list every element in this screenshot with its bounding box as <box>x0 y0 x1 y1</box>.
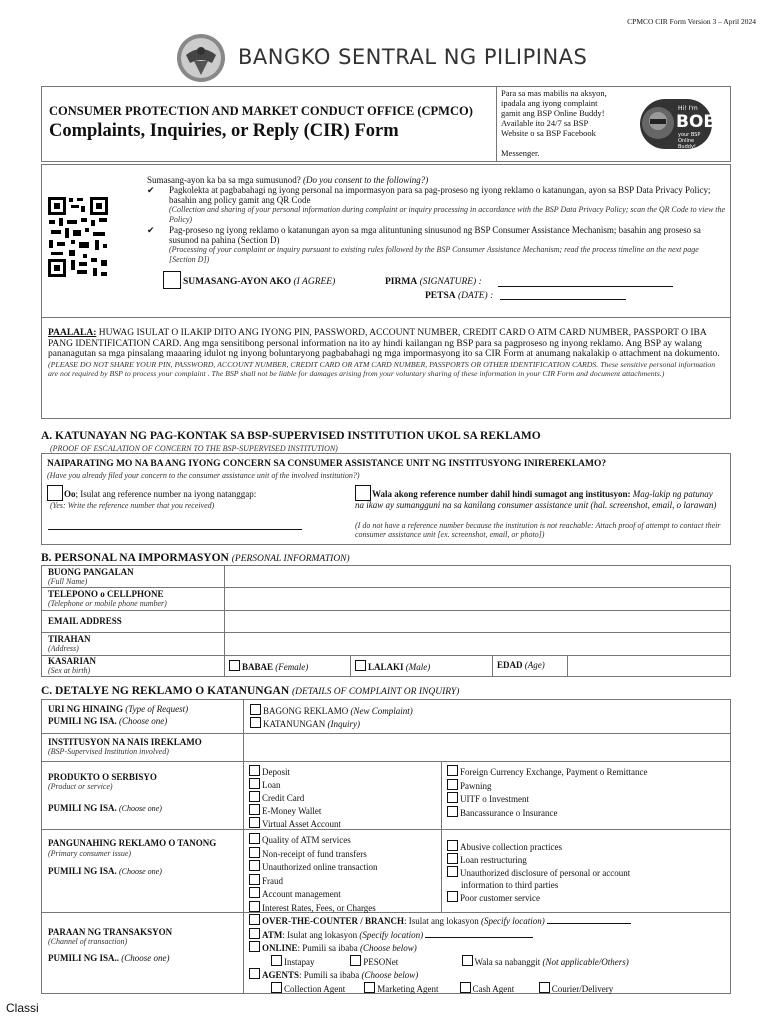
online-checkbox[interactable] <box>249 941 260 952</box>
section-b-title: B. PERSONAL NA IMPORMASYON (PERSONAL INFORMATION) <box>41 552 350 564</box>
section-a-title: A. KATUNAYAN NG PAG-KONTAK SA BSP-SUPERVISED INSTITUTION UKOL SA REKLAMO <box>41 430 541 442</box>
reminder-text-en: (PLEASE DO NOT SHARE YOUR PIN, PASSWORD, ACCOUNT NUMBER, CREDIT CARD OR ATM CARD NUMBER, PASSPORTS OR OTHER IDENTIFICATION CARDS. These sensitive personal information are not required by BSP to process your complaint . The BSP shall not be liable for damages arising from your voluntary sharing of these information in your CIR Form and document attachments.) <box>48 359 716 378</box>
reference-number-field[interactable] <box>48 529 302 530</box>
office-name: CONSUMER PROTECTION AND MARKET CONDUCT OFFICE (CPMCO) <box>49 104 473 118</box>
unauthorized-online-checkbox[interactable] <box>249 860 260 871</box>
agents-checkbox[interactable] <box>249 968 260 979</box>
phone-field[interactable] <box>225 588 730 610</box>
bob-mascot-icon: Hi! I'm BOB your BSP Online Buddy! <box>640 95 712 153</box>
consent-box <box>41 164 731 318</box>
otc-location-field[interactable] <box>547 923 631 924</box>
agree-checkbox[interactable] <box>163 271 181 289</box>
classification-label: Classi <box>6 1001 39 1015</box>
female-checkbox[interactable] <box>229 660 240 671</box>
reminder-text: HUWAG ISULAT O ILAKIP DITO ANG IYONG PIN, PASSWORD, ACCOUNT NUMBER, CREDIT CARD O ATM CARD NUMBER, PASSPORT O IBA PANG IDENTIFICATION CARD. Ang mga sensitibong personal information na ito ay hindi kailangan ng BSP para sa pagproseso ng inyong reklamo. Ang BSP ay walang pananagutan sa mga pinsalang maaaring idulot ng inyong boluntaryong pagbabahagi ng mga impormasyong ito sa CIR Form at anumang nakalakip o attachment na dokumento. <box>48 328 720 359</box>
row-address: TIRAHAN (Address) <box>42 633 730 656</box>
row-request-type: URI NG HINAING (Type of Request) PUMILI NG ISA. (Choose one) BAGONG REKLAMO (New Complaint) KATANUNGAN (Inquiry) <box>42 700 730 734</box>
bsp-logo-text: BANGKO SENTRAL NG PILIPINAS <box>238 45 588 69</box>
row-email: EMAIL ADDRESS <box>42 611 730 633</box>
age-field[interactable] <box>568 656 730 676</box>
atm-quality-checkbox[interactable] <box>249 833 260 844</box>
header-box <box>41 86 731 162</box>
agree-label: SUMASANG-AYON AKO (I AGREE) <box>183 277 336 287</box>
inquiry-checkbox[interactable] <box>250 717 261 728</box>
bob-promo-text: Para sa mas mabilis na aksyon, ipadala ang iyong complaint gamit ang BSP Online Buddy! Available ito 24/7 sa BSP Website o sa BSP Facebook Messenger. <box>501 88 607 158</box>
section-a-subtitle: (PROOF OF ESCALATION OF CONCERN TO THE BSP-SUPERVISED INSTITUTION) <box>50 444 338 453</box>
poor-service-checkbox[interactable] <box>447 891 458 902</box>
reminder-box <box>41 318 731 419</box>
email-field[interactable] <box>225 611 730 632</box>
institution-field[interactable] <box>244 734 730 761</box>
privacy-qr-code[interactable] <box>47 196 109 278</box>
atm-location-field[interactable] <box>425 937 533 938</box>
date-field[interactable] <box>500 299 626 300</box>
courier-delivery-checkbox[interactable] <box>539 982 550 993</box>
consent-item-1: ✔ Pagkolekta at pagbabahagi ng iyong personal na impormasyon para sa pag-proseso ng iyong reklamo o katanungan, ayon sa BSP Data Privacy Policy; basahin ang policy gamit ang QR Code (Collection and sharing of your personal information during complaint or inquiry processing in accordance with the BSP Data Privacy Policy; scan the QR Code to view the Policy) <box>147 185 726 224</box>
bob-divider <box>496 87 497 161</box>
abusive-collection-checkbox[interactable] <box>447 840 458 851</box>
wala-label-en: (I do not have a reference number because the institution is not reachable: Attach proof of attempt to contact their consumer assistance unit [ex. screenshot, email, or photo]) <box>355 521 721 539</box>
date-label: PETSA (DATE) : <box>425 291 494 301</box>
marketing-agent-checkbox[interactable] <box>364 982 375 993</box>
row-full-name: BUONG PANGALAN (Full Name) <box>42 566 730 588</box>
form-title: Complaints, Inquiries, or Reply (CIR) Form <box>49 121 399 141</box>
otc-checkbox[interactable] <box>249 914 260 925</box>
cash-agent-checkbox[interactable] <box>460 982 471 993</box>
row-issue: PANGUNAHING REKLAMO O TANONG (Primary consumer issue) PUMILI NG ISA. (Choose one) Quality of ATM services Non-receipt of fund transfers Unauthorized online transaction Fraud Account management Interest Rates, Fees, or Charges Abusive collection practices Loan restructuring Unauthorized disclosure of personal or account information to third parties Poor customer service <box>42 830 730 913</box>
deposit-checkbox[interactable] <box>249 765 260 776</box>
escalation-question-en: (Have you already filed your concern to the consumer assistance unit of the involved institution?) <box>47 471 360 480</box>
address-field[interactable] <box>225 633 730 655</box>
consent-item-2: ✔ Pag-proseso ng iyong reklamo o katanungan ayon sa mga alituntuning sinusunod ng BSP Consumer Assistance Mechanism; basahin ang proseso sa susunod na pahina (Section D) (Processing of your complaint or inquiry pursuant to existing rules followed by the BSP Consumer Assistance Mechanism; read the process timeline on the next page [Section D]) <box>147 225 701 264</box>
section-a-box <box>41 453 731 545</box>
wala-label: Wala akong reference number dahil hindi sumagot ang institusyon: Mag-lakip ng patunay na ikaw ay sumangguni na sa kanilang consumer assistance unit (hal. screenshot, email, o larawan) <box>355 489 717 510</box>
virtual-asset-checkbox[interactable] <box>249 817 260 828</box>
loan-restructuring-checkbox[interactable] <box>447 853 458 864</box>
not-applicable-checkbox[interactable] <box>462 955 473 966</box>
oo-label-en: (Yes: Write the reference number that you received) <box>50 501 215 510</box>
row-phone: TELEPONO o CELLPHONE (Telephone or mobile phone number) <box>42 588 730 611</box>
row-institution: INSTITUSYON NA NAIS IREKLAMO (BSP-Supervised Institution involved) <box>42 734 730 762</box>
fraud-checkbox[interactable] <box>249 874 260 885</box>
signature-label: PIRMA (SIGNATURE) : <box>385 277 482 287</box>
full-name-field[interactable] <box>225 566 730 587</box>
row-channel: PARAAN NG TRANSAKSYON (Channel of transaction) PUMILI NG ISA.. (Choose one) OVER-THE-COUNTER / BRANCH: Isulat ang lokasyon (Specify location) ATM: Isulat ang lokasyon (Specify location) ONLINE: Pumili sa ibaba (Choose below) Instapay PESONet Wala sa nabanggit (Not applicable/Others) AGENTS: Pumili sa ibaba (Choose below) Collection Agent Marketing Agent Cash Agent Courier/Delivery <box>42 913 730 993</box>
oo-label: Oo; Isulat ang reference number na iyong natanggap: <box>64 489 257 499</box>
bsp-logo <box>176 33 226 83</box>
checkmark-icon: ✔ <box>147 185 155 195</box>
e-money-wallet-checkbox[interactable] <box>249 804 260 815</box>
checkmark-icon: ✔ <box>147 225 155 235</box>
fund-transfer-checkbox[interactable] <box>249 847 260 858</box>
account-management-checkbox[interactable] <box>249 887 260 898</box>
section-c-table <box>41 699 731 994</box>
male-checkbox[interactable] <box>355 660 366 671</box>
insurance-checkbox[interactable] <box>447 806 458 817</box>
escalation-question: NAIPARATING MO NA BA ANG IYONG CONCERN SA CONSUMER ASSISTANCE UNIT NG INSTITUSYONG INIREREKLAMO? <box>47 459 607 469</box>
consent-text: Sumasang-ayon ka ba sa mga sumusunod? (Do you consent to the following?) ✔ Pagkolekta at pagbabahagi ng iyong personal na impormasyon para sa pag-proseso ng iyong reklamo o katanungan, ayon sa BSP Data Privacy Policy; basahin ang policy gamit ang QR Code (Collection and sharing of your personal information during complaint or inquiry processing in accordance with the BSP Data Privacy Policy; scan the QR Code to view the Policy) ✔ Pag-proseso ng iyong reklamo o katanungan ayon sa mga alituntuning sinusunod ng BSP Consumer Assistance Mechanism; basahin ang proseso sa susunod na pahina (Section D) (Processing of your complaint or inquiry pursuant to existing rules followed by the BSP Consumer Assistance Mechanism; read the process timeline on the next page [Section D]) <box>147 175 726 264</box>
forex-remittance-checkbox[interactable] <box>447 765 458 776</box>
instapay-checkbox[interactable] <box>271 955 282 966</box>
reminder-label: PAALALA: <box>48 328 97 338</box>
pesonet-checkbox[interactable] <box>350 955 361 966</box>
atm-channel-checkbox[interactable] <box>249 928 260 939</box>
credit-card-checkbox[interactable] <box>249 791 260 802</box>
interest-fees-checkbox[interactable] <box>249 901 260 912</box>
signature-field[interactable] <box>498 286 673 287</box>
loan-checkbox[interactable] <box>249 778 260 789</box>
pawning-checkbox[interactable] <box>447 779 458 790</box>
unauthorized-disclosure-checkbox[interactable] <box>447 866 458 877</box>
row-sex: KASARIAN (Sex at birth) BABAE (Female) LALAKI (Male) EDAD (Age) <box>42 656 730 676</box>
uitf-checkbox[interactable] <box>447 792 458 803</box>
collection-agent-checkbox[interactable] <box>271 982 282 993</box>
section-c-title: C. DETALYE NG REKLAMO O KATANUNGAN (DETAILS OF COMPLAINT OR INQUIRY) <box>41 685 460 697</box>
row-product: PRODUKTO O SERBISYO (Product or service) PUMILI NG ISA. (Choose one) Deposit Loan Credit Card E-Money Wallet Virtual Asset Account Foreign Currency Exchange, Payment o Remittance Pawning UITF o Investment Bancassurance o Insurance <box>42 762 730 830</box>
oo-checkbox[interactable] <box>47 485 63 501</box>
form-version: CPMCO CIR Form Version 3 – April 2024 <box>627 17 756 26</box>
new-complaint-checkbox[interactable] <box>250 704 261 715</box>
section-b-table <box>41 565 731 677</box>
